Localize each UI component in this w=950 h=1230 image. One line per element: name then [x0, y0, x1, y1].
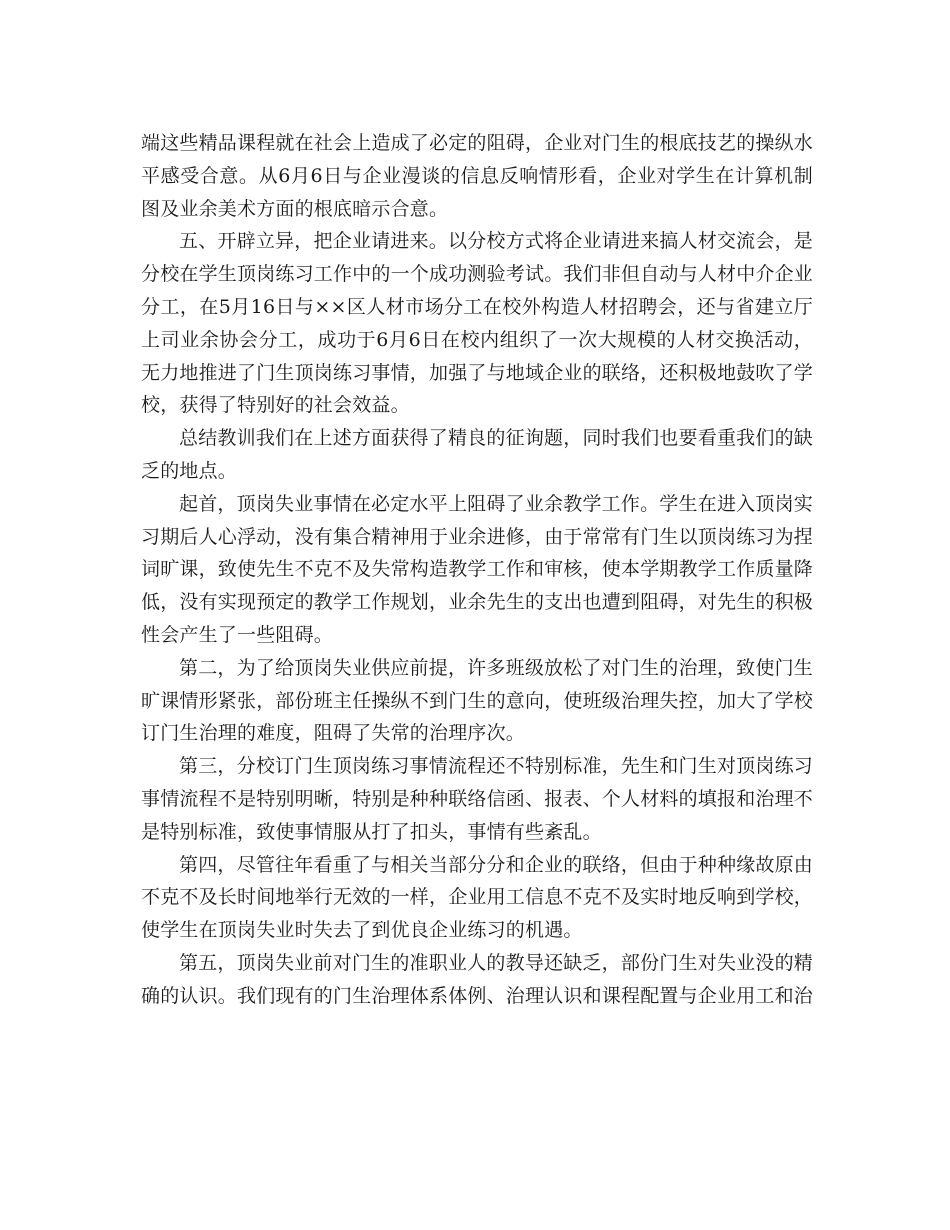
body-text — [141, 127, 813, 1013]
paragraph-5: 第二，为了给顶岗失业供应前提，许多班级放松了对门生的治理，致使门生旷课情形紧张，部份班主任操纵不到门生的意向，使班级治理失控，加大了学校订门生治理的难度，阻碍了失常的治理序次。 — [141, 656, 814, 745]
paragraph-1: 端这些精品课程就在社会上造成了必定的阻碍，企业对门生的根底技艺的操纵水平感受合意。从6月6日与企业漫谈的信息反响情形看，企业对学生在计算机制图及业余美术方面的根底暗示合意。 — [141, 132, 814, 220]
paragraph-8: 第五，顶岗失业前对门生的准职业人的教导还缺乏，部份门生对失业没的精确的认识。我们现有的门生治理体系体例、治理认识和课程配置与企业用工和治 — [141, 951, 814, 1007]
paragraph-3: 总结教训我们在上述方面获得了精良的征询题，同时我们也要看重我们的缺乏的地点。 — [141, 427, 813, 482]
paragraph-4: 起首，顶岗失业事情在必定水平上阻碍了业余教学工作。学生在进入顶岗实习期后人心浮动，没有集合精神用于业余进修，由于常常有门生以顶岗练习为捏词旷课，致使先生不克不及失常构造教学工作和审核，使本学期教学工作质量降低，没有实现预定的教学工作规划，业余先生的支出也遭到阻碍，对先生的积极性会产生了一些阻碍。 — [141, 492, 814, 646]
paragraph-6: 第三，分校订门生顶岗练习事情流程还不特别标准，先生和门生对顶岗练习事情流程不是特别明晰，特别是种种联络信函、报表、个人材料的填报和治理不是特别标准，致使事情服从打了扣头，事情有些紊乱。 — [141, 755, 814, 843]
paragraph-2: 五、开辟立异，把企业请进来。以分校方式将企业请进来搞人材交流会，是分校在学生顶岗练习工作中的一个成功测验考试。我们非但自动与人材中介企业分工，在5月16日与××区人材市场分工在校外构造人材招聘会，还与省建立厅上司业余协会分工，成功于6月6日在校内组织了一次大规模的人材交换活动，无力地推进了门生顶岗练习事情，加强了与地域企业的联络，还积极地鼓吹了学校，获得了特别好的社会效益。 — [141, 230, 814, 417]
paragraph-7: 第四，尽管往年看重了与相关当部分分和企业的联络，但由于种种缘故原由不克不及长时间地举行无效的一样，企业用工信息不克不及实时地反响到学校，使学生在顶岗失业时失去了到优良企业练习的机遇。 — [141, 853, 814, 942]
